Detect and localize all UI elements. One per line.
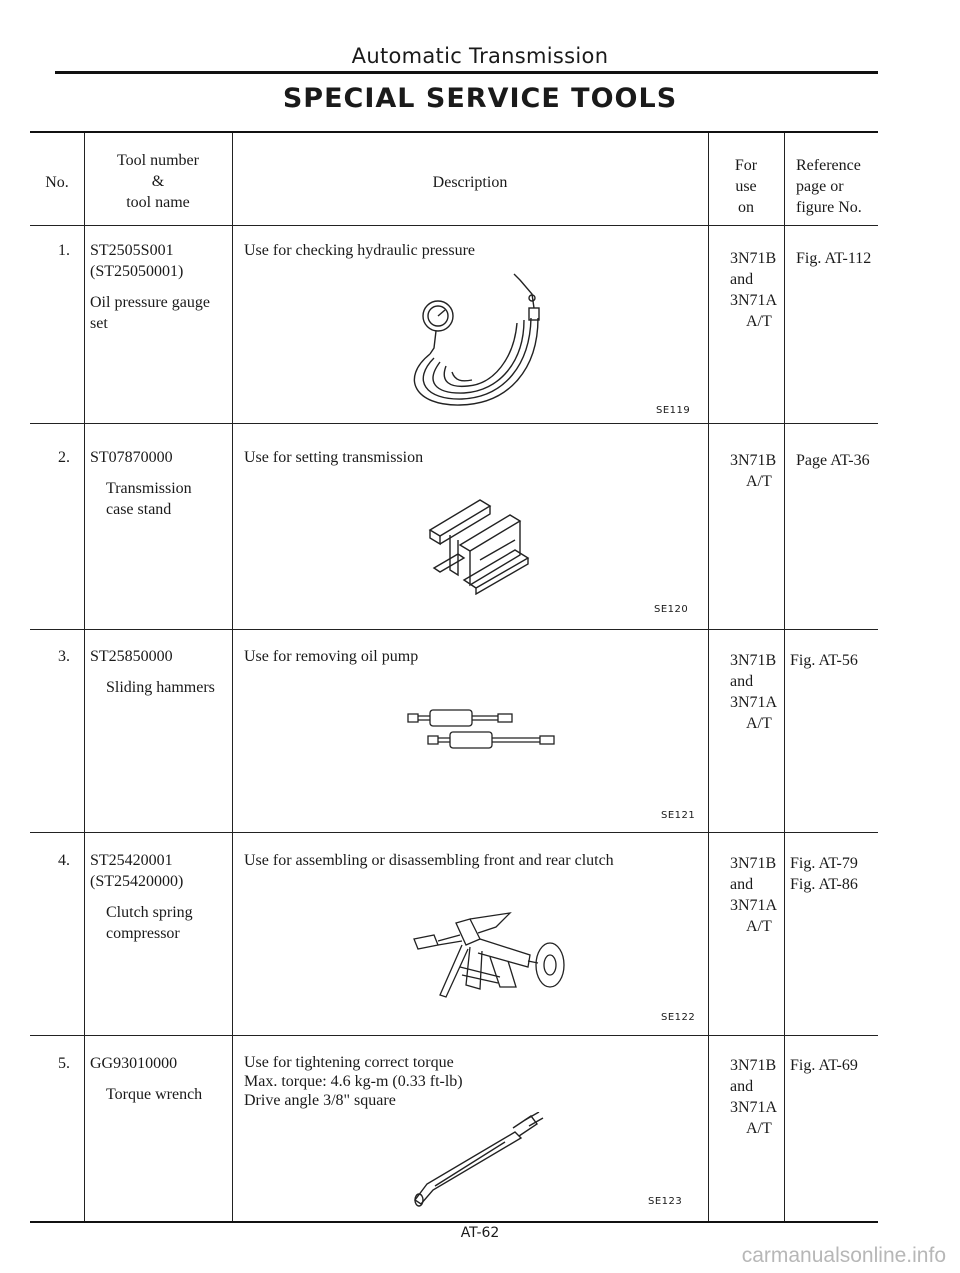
col-divider-1	[84, 133, 85, 1221]
row-2-tool	[90, 447, 230, 520]
torque-wrench-illustration	[405, 1112, 555, 1207]
row-5-use-line-2: and	[730, 1078, 754, 1095]
row-5-description	[244, 1053, 694, 1110]
row-4-for-use-on	[730, 853, 790, 937]
row-3-description-line-1: Use for removing oil pump	[244, 648, 419, 665]
row-5-description-line-3: Drive angle 3/8" square	[244, 1092, 396, 1109]
row-2-tool-name	[90, 478, 230, 520]
row-5-reference	[790, 1055, 880, 1076]
header-description: Description	[432, 174, 508, 191]
row-3-tool-number: ST25850000	[90, 648, 173, 665]
row-5-number: 5.	[58, 1055, 70, 1072]
row-2-use-line-1: 3N71B	[730, 452, 777, 469]
row-4-figure-code: SE122	[661, 1012, 696, 1023]
header-ref-line-2: page or	[796, 178, 844, 195]
row-5-description-line-1: Use for tightening correct torque	[244, 1054, 454, 1071]
row-3-tool-name-line-1: Sliding hammers	[106, 679, 215, 696]
row-5-tool-number: GG93010000	[90, 1055, 178, 1072]
header-ref-line-3: figure No.	[796, 199, 862, 216]
row-4-tool-name	[90, 902, 230, 944]
row-2-reference-line-1: Page AT-36	[796, 452, 870, 469]
row-3-use-line-1: 3N71B	[730, 652, 777, 669]
transmission-case-stand-illustration	[420, 490, 540, 595]
row-5-for-use-on	[730, 1055, 790, 1139]
row-1-number: 1.	[58, 242, 70, 259]
row-4-use-line-3: 3N71A	[730, 897, 778, 914]
header-rule	[55, 71, 878, 74]
row-3-description	[244, 646, 694, 667]
row-5-description-line-2: Max. torque: 4.6 kg-m (0.33 ft-lb)	[244, 1073, 463, 1090]
page-title: SPECIAL SERVICE TOOLS	[282, 83, 678, 114]
row-2-figure-code: SE120	[654, 604, 689, 615]
oil-pressure-gauge-illustration	[390, 258, 560, 418]
row-1-tool-number-alt: (ST25050001)	[90, 263, 184, 280]
row-1-use-line-1: 3N71B	[730, 250, 777, 267]
sliding-hammers-illustration	[400, 700, 570, 760]
row-4-tool-name-line-1: Clutch spring	[106, 904, 193, 921]
header-for-use-on	[708, 155, 784, 218]
row-5-use-line-1: 3N71B	[730, 1057, 777, 1074]
row-4-number: 4.	[58, 852, 70, 869]
row-1-use-line-4: A/T	[746, 313, 772, 330]
row-3-tool-name	[90, 677, 230, 698]
row-5-use-line-3: 3N71A	[730, 1099, 778, 1116]
header-for-line-2: use	[735, 178, 757, 195]
row-1-reference-line-1: Fig. AT-112	[796, 250, 872, 267]
row-4-tool-number-alt: (ST25420000)	[90, 873, 184, 890]
table-top-rule	[30, 131, 878, 133]
row-1-use-line-3: 3N71A	[730, 292, 778, 309]
row-1-tool	[90, 240, 230, 334]
table-bottom-rule	[30, 1221, 878, 1223]
row-2-number: 2.	[58, 449, 70, 466]
row-1-use-line-2: and	[730, 271, 754, 288]
row-4-use-line-4: A/T	[746, 918, 772, 935]
row-1-description-line-1: Use for checking hydraulic pressure	[244, 242, 476, 259]
col-divider-3	[708, 133, 709, 1221]
row-1-tool-name	[90, 292, 230, 334]
row-4-reference-line-2: Fig. AT-86	[790, 876, 858, 893]
header-reference	[796, 155, 886, 218]
row-4-tool-name-line-2: compressor	[106, 925, 180, 942]
row-4-reference-line-1: Fig. AT-79	[790, 855, 858, 872]
row-5-tool-name-line-1: Torque wrench	[106, 1086, 203, 1103]
row-2-use-line-2: A/T	[746, 473, 772, 490]
col-divider-2	[232, 133, 233, 1221]
row-2-description	[244, 447, 694, 468]
row-3-reference-line-1: Fig. AT-56	[790, 652, 858, 669]
row-1-figure-code: SE119	[656, 405, 691, 416]
row-3-tool	[90, 646, 230, 698]
header-tool-line-2: &	[151, 173, 165, 190]
row-3-figure-code: SE121	[661, 810, 696, 821]
header-for-line-3: on	[738, 199, 754, 216]
row-3-for-use-on	[730, 650, 790, 734]
row-4-use-line-1: 3N71B	[730, 855, 777, 872]
row-divider-2	[30, 629, 878, 630]
row-1-tool-number: ST2505S001	[90, 242, 174, 259]
row-4-tool-number: ST25420001	[90, 852, 173, 869]
row-2-for-use-on	[730, 450, 790, 492]
row-2-tool-name-line-1: Transmission	[106, 480, 192, 497]
row-2-description-line-1: Use for setting transmission	[244, 449, 424, 466]
row-4-reference	[790, 853, 880, 895]
header-tool-line-3: tool name	[126, 194, 190, 211]
row-4-description-line-1: Use for assembling or disassembling front and rear clutch	[244, 852, 614, 869]
row-1-for-use-on	[730, 248, 790, 332]
row-2-tool-number: ST07870000	[90, 449, 173, 466]
row-divider-4	[30, 1035, 878, 1036]
row-divider-1	[30, 423, 878, 424]
row-3-reference	[790, 650, 880, 671]
row-3-number: 3.	[58, 648, 70, 665]
row-1-tool-name-line-2: set	[90, 315, 108, 332]
header-no: No.	[45, 174, 69, 191]
row-3-use-line-2: and	[730, 673, 754, 690]
row-3-use-line-4: A/T	[746, 715, 772, 732]
row-2-tool-name-line-2: case stand	[106, 501, 172, 518]
row-4-description	[244, 850, 694, 871]
row-5-figure-code: SE123	[648, 1196, 683, 1207]
page-number: AT-62	[460, 1225, 500, 1241]
row-5-tool-name	[90, 1084, 230, 1105]
row-4-tool	[90, 850, 230, 944]
header-row-divider	[30, 225, 878, 226]
row-1-tool-name-line-1: Oil pressure gauge	[90, 294, 210, 311]
header-ref-line-1: Reference	[796, 157, 861, 174]
header-tool-line-1: Tool number	[117, 152, 199, 169]
watermark: carmanualsonline.info	[741, 1244, 946, 1267]
row-5-use-line-4: A/T	[746, 1120, 772, 1137]
row-4-use-line-2: and	[730, 876, 754, 893]
row-2-reference	[796, 450, 886, 471]
header-tool	[84, 150, 232, 213]
header-for-line-1: For	[734, 157, 758, 174]
row-1-reference	[796, 248, 886, 269]
clutch-spring-compressor-illustration	[400, 905, 580, 1015]
row-5-reference-line-1: Fig. AT-69	[790, 1057, 858, 1074]
section-title: Automatic Transmission	[351, 44, 609, 68]
row-3-use-line-3: 3N71A	[730, 694, 778, 711]
row-divider-3	[30, 832, 878, 833]
row-5-tool	[90, 1053, 230, 1105]
